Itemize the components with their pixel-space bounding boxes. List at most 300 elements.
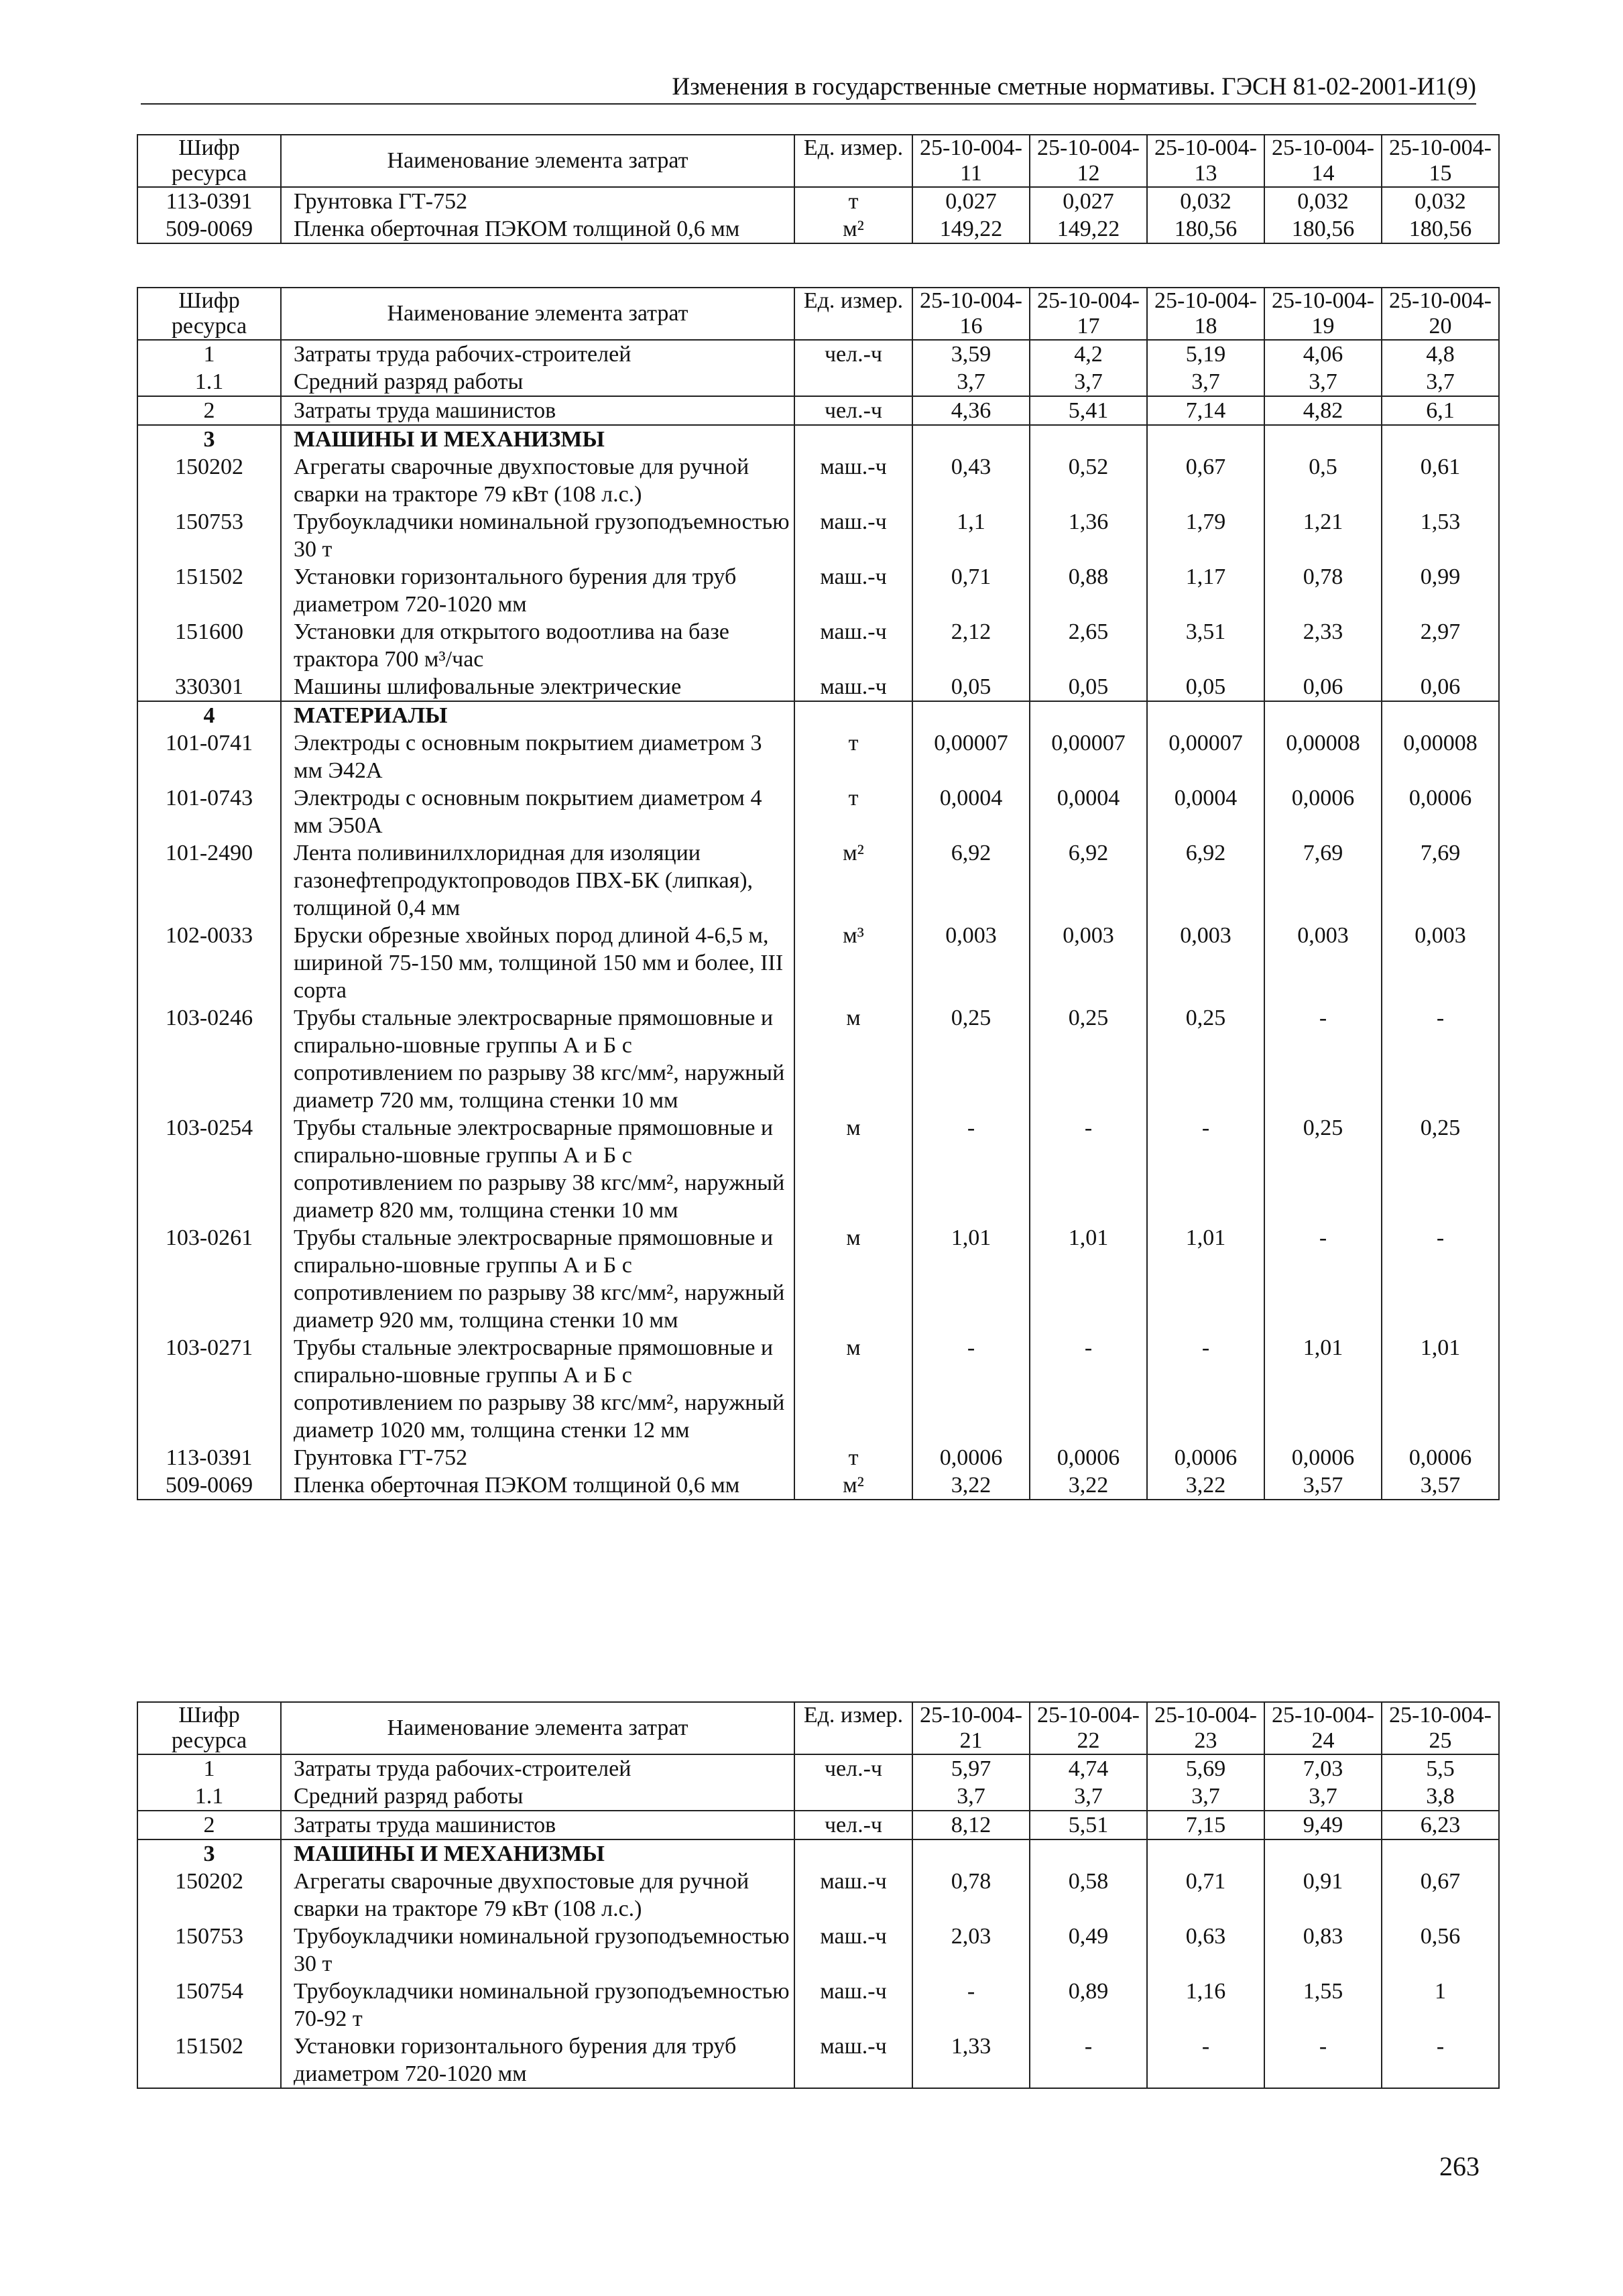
cost-element-name: Агрегаты сварочные двухпостовые для ручной сварки на тракторе 79 кВт (108 л.с.) xyxy=(281,1868,794,1923)
value-cell: 4,36 xyxy=(912,396,1030,425)
value-cell: 3,22 xyxy=(1147,1471,1264,1500)
value-cell: 3,8 xyxy=(1382,1783,1499,1811)
value-cell: 0,0006 xyxy=(1382,1444,1499,1471)
value-cell: 2,12 xyxy=(912,618,1030,673)
cost-table xyxy=(137,134,1500,244)
unit: маш.-ч xyxy=(794,673,912,701)
unit xyxy=(794,368,912,396)
value-cell: 6,1 xyxy=(1382,396,1499,425)
value-cell xyxy=(1382,701,1499,729)
value-cell: 0,0004 xyxy=(1030,784,1147,839)
value-cell: 3,7 xyxy=(1030,368,1147,396)
value-cell: 0,00008 xyxy=(1382,729,1499,784)
value-cell: 0,91 xyxy=(1264,1868,1382,1923)
value-cell: 0,71 xyxy=(1147,1868,1264,1923)
unit xyxy=(794,701,912,729)
unit: чел.-ч xyxy=(794,340,912,368)
cost-element-name: Трубы стальные электросварные прямошовные и спирально-шовные группы А и Б с сопротивлением по разрыву 38 кгс/мм², наружный диаметр 820 мм, толщина стенки 10 мм xyxy=(281,1114,794,1224)
header-norm-code: 25-10-004-24 xyxy=(1264,1702,1382,1754)
header-norm-code: 25-10-004-14 xyxy=(1264,135,1382,187)
resource-code: 1.1 xyxy=(137,368,281,396)
resource-code: 113-0391 xyxy=(137,1444,281,1471)
header-title: Изменения в государственные сметные нормативы. ГЭСН 81-02-2001-И1(9) xyxy=(672,73,1476,101)
cost-element-name: Трубы стальные электросварные прямошовные и спирально-шовные группы А и Б с сопротивлением по разрыву 38 кгс/мм², наружный диаметр 1020 мм, толщина стенки 12 мм xyxy=(281,1334,794,1444)
table-header-row xyxy=(137,135,1499,187)
value-cell: - xyxy=(1264,2033,1382,2088)
value-cell: 180,56 xyxy=(1264,215,1382,243)
table-row xyxy=(137,1923,1499,1978)
resource-code: 4 xyxy=(137,701,281,729)
resource-code: 103-0254 xyxy=(137,1114,281,1224)
header-unit: Ед. измер. xyxy=(794,1702,912,1754)
cost-element-name: Трубоукладчики номинальной грузоподъемностью 30 т xyxy=(281,508,794,563)
resource-code: 2 xyxy=(137,1811,281,1839)
resource-code: 1 xyxy=(137,340,281,368)
header-norm-code: 25-10-004-15 xyxy=(1382,135,1499,187)
value-cell xyxy=(1030,425,1147,453)
value-cell xyxy=(912,701,1030,729)
resource-code: 150753 xyxy=(137,1923,281,1978)
unit: маш.-ч xyxy=(794,2033,912,2088)
unit: маш.-ч xyxy=(794,618,912,673)
value-cell: 0,25 xyxy=(912,1004,1030,1114)
unit xyxy=(794,1839,912,1868)
value-cell: - xyxy=(1264,1224,1382,1334)
cost-element-name: Установки для открытого водоотлива на базе трактора 700 м³/час xyxy=(281,618,794,673)
table-row xyxy=(137,1754,1499,1783)
value-cell: 0,88 xyxy=(1030,563,1147,618)
table-row xyxy=(137,1004,1499,1114)
value-cell xyxy=(1264,425,1382,453)
resource-code: 150202 xyxy=(137,1868,281,1923)
header-norm-code: 25-10-004-12 xyxy=(1030,135,1147,187)
header-norm-code: 25-10-004-19 xyxy=(1264,288,1382,340)
table-row xyxy=(137,508,1499,563)
unit xyxy=(794,425,912,453)
resource-code: 150753 xyxy=(137,508,281,563)
section-row xyxy=(137,701,1499,729)
value-cell: 0,89 xyxy=(1030,1978,1147,2033)
value-cell: 0,83 xyxy=(1264,1923,1382,1978)
value-cell: 0,0004 xyxy=(1147,784,1264,839)
value-cell: 0,63 xyxy=(1147,1923,1264,1978)
value-cell: 0,05 xyxy=(1147,673,1264,701)
value-cell: 0,0006 xyxy=(1264,1444,1382,1471)
section-row xyxy=(137,425,1499,453)
value-cell: 0,0006 xyxy=(1264,784,1382,839)
header-norm-code: 25-10-004-16 xyxy=(912,288,1030,340)
resource-code: 2 xyxy=(137,396,281,425)
header-norm-code: 25-10-004-17 xyxy=(1030,288,1147,340)
value-cell: 0,027 xyxy=(1030,187,1147,215)
unit: т xyxy=(794,1444,912,1471)
cost-element-name: Трубы стальные электросварные прямошовные и спирально-шовные группы А и Б с сопротивлением по разрыву 38 кгс/мм², наружный диаметр 720 мм, толщина стенки 10 мм xyxy=(281,1004,794,1114)
value-cell: 0,25 xyxy=(1382,1114,1499,1224)
value-cell: 1,53 xyxy=(1382,508,1499,563)
unit: м² xyxy=(794,1471,912,1500)
value-cell: - xyxy=(912,1114,1030,1224)
table-row xyxy=(137,1444,1499,1471)
table-row xyxy=(137,1224,1499,1334)
value-cell: 1,55 xyxy=(1264,1978,1382,2033)
value-cell: 0,003 xyxy=(1030,922,1147,1004)
cost-element-name: Затраты труда рабочих-строителей xyxy=(281,340,794,368)
unit: маш.-ч xyxy=(794,453,912,508)
unit: м³ xyxy=(794,922,912,1004)
value-cell: 0,67 xyxy=(1147,453,1264,508)
value-cell: 8,12 xyxy=(912,1811,1030,1839)
value-cell: 5,5 xyxy=(1382,1754,1499,1783)
value-cell xyxy=(1382,425,1499,453)
resource-code: 150754 xyxy=(137,1978,281,2033)
header-norm-code: 25-10-004-25 xyxy=(1382,1702,1499,1754)
value-cell: 0,003 xyxy=(1264,922,1382,1004)
table-row xyxy=(137,368,1499,396)
unit: маш.-ч xyxy=(794,1923,912,1978)
table-row xyxy=(137,839,1499,922)
value-cell: 0,67 xyxy=(1382,1868,1499,1923)
table-row xyxy=(137,453,1499,508)
unit: маш.-ч xyxy=(794,563,912,618)
unit: чел.-ч xyxy=(794,1811,912,1839)
header-norm-code: 25-10-004-13 xyxy=(1147,135,1264,187)
table-row xyxy=(137,1783,1499,1811)
value-cell: 2,03 xyxy=(912,1923,1030,1978)
value-cell xyxy=(1147,1839,1264,1868)
resource-code: 330301 xyxy=(137,673,281,701)
cost-table xyxy=(137,1701,1500,2089)
header-norm-code: 25-10-004-11 xyxy=(912,135,1030,187)
value-cell: 3,7 xyxy=(912,1783,1030,1811)
header-norm-code: 25-10-004-21 xyxy=(912,1702,1030,1754)
resource-code: 150202 xyxy=(137,453,281,508)
resource-code: 151502 xyxy=(137,563,281,618)
table-row xyxy=(137,2033,1499,2088)
cost-element-name: Агрегаты сварочные двухпостовые для ручной сварки на тракторе 79 кВт (108 л.с.) xyxy=(281,453,794,508)
value-cell: 0,43 xyxy=(912,453,1030,508)
value-cell: 0,032 xyxy=(1147,187,1264,215)
value-cell: 0,032 xyxy=(1382,187,1499,215)
value-cell: 4,8 xyxy=(1382,340,1499,368)
table-row xyxy=(137,396,1499,425)
value-cell: 1,1 xyxy=(912,508,1030,563)
value-cell: 0,25 xyxy=(1264,1114,1382,1224)
value-cell: 0,00007 xyxy=(1147,729,1264,784)
value-cell: - xyxy=(1382,1004,1499,1114)
table-row xyxy=(137,1978,1499,2033)
table-row xyxy=(137,729,1499,784)
value-cell: 0,99 xyxy=(1382,563,1499,618)
value-cell xyxy=(1147,425,1264,453)
value-cell: 1,01 xyxy=(1264,1334,1382,1444)
value-cell: 0,0006 xyxy=(1382,784,1499,839)
value-cell: 4,06 xyxy=(1264,340,1382,368)
unit: м xyxy=(794,1334,912,1444)
value-cell: 0,05 xyxy=(912,673,1030,701)
value-cell: 5,97 xyxy=(912,1754,1030,1783)
value-cell xyxy=(1030,1839,1147,1868)
table-row xyxy=(137,215,1499,243)
value-cell xyxy=(912,1839,1030,1868)
page-number: 263 xyxy=(1439,2151,1480,2181)
table-row xyxy=(137,1811,1499,1839)
table-row xyxy=(137,1471,1499,1500)
value-cell: 0,027 xyxy=(912,187,1030,215)
value-cell: 3,57 xyxy=(1264,1471,1382,1500)
unit: м xyxy=(794,1224,912,1334)
unit: м xyxy=(794,1114,912,1224)
value-cell: 6,92 xyxy=(1147,839,1264,922)
value-cell: 149,22 xyxy=(1030,215,1147,243)
value-cell xyxy=(1382,1839,1499,1868)
value-cell: 0,56 xyxy=(1382,1923,1499,1978)
value-cell: 0,06 xyxy=(1382,673,1499,701)
resource-code: 102-0033 xyxy=(137,922,281,1004)
value-cell: 3,7 xyxy=(1147,1783,1264,1811)
value-cell: 1,17 xyxy=(1147,563,1264,618)
value-cell: 3,7 xyxy=(1264,1783,1382,1811)
value-cell: 3,22 xyxy=(1030,1471,1147,1500)
resource-code: 509-0069 xyxy=(137,215,281,243)
value-cell xyxy=(1030,701,1147,729)
value-cell: 0,78 xyxy=(912,1868,1030,1923)
cost-element-name: МАШИНЫ И МЕХАНИЗМЫ xyxy=(281,425,794,453)
header-norm-code: 25-10-004-22 xyxy=(1030,1702,1147,1754)
cost-element-name: Грунтовка ГТ-752 xyxy=(281,1444,794,1471)
unit: чел.-ч xyxy=(794,1754,912,1783)
value-cell: 1,01 xyxy=(912,1224,1030,1334)
value-cell xyxy=(912,425,1030,453)
table-row xyxy=(137,563,1499,618)
resource-code: 113-0391 xyxy=(137,187,281,215)
table-row xyxy=(137,922,1499,1004)
value-cell: 1,36 xyxy=(1030,508,1147,563)
value-cell: 3,51 xyxy=(1147,618,1264,673)
value-cell: 0,78 xyxy=(1264,563,1382,618)
unit: маш.-ч xyxy=(794,1978,912,2033)
cost-element-name: Электроды с основным покрытием диаметром 3 мм Э42А xyxy=(281,729,794,784)
table-row xyxy=(137,187,1499,215)
value-cell: 4,74 xyxy=(1030,1754,1147,1783)
value-cell: 4,2 xyxy=(1030,340,1147,368)
value-cell: 0,0006 xyxy=(1147,1444,1264,1471)
header-unit: Ед. измер. xyxy=(794,135,912,187)
table-row xyxy=(137,1114,1499,1224)
table-row xyxy=(137,1868,1499,1923)
value-cell: 1,21 xyxy=(1264,508,1382,563)
value-cell: - xyxy=(1030,1114,1147,1224)
header-norm-code: 25-10-004-20 xyxy=(1382,288,1499,340)
section-row xyxy=(137,1839,1499,1868)
resource-code: 1.1 xyxy=(137,1783,281,1811)
value-cell: 1,33 xyxy=(912,2033,1030,2088)
value-cell: 0,0006 xyxy=(912,1444,1030,1471)
value-cell: 0,00007 xyxy=(1030,729,1147,784)
value-cell: - xyxy=(1030,1334,1147,1444)
resource-code: 3 xyxy=(137,1839,281,1868)
table-header-row xyxy=(137,1702,1499,1754)
resource-code: 101-2490 xyxy=(137,839,281,922)
cost-element-name: Электроды с основным покрытием диаметром 4 мм Э50А xyxy=(281,784,794,839)
value-cell: 1,01 xyxy=(1147,1224,1264,1334)
value-cell: 7,69 xyxy=(1382,839,1499,922)
cost-element-name: Пленка оберточная ПЭКОМ толщиной 0,6 мм xyxy=(281,1471,794,1500)
unit: т xyxy=(794,784,912,839)
value-cell: 0,003 xyxy=(912,922,1030,1004)
value-cell: 3,22 xyxy=(912,1471,1030,1500)
value-cell: 3,7 xyxy=(1264,368,1382,396)
unit: м xyxy=(794,1004,912,1114)
header-code: Шифр ресурса xyxy=(137,288,281,340)
cost-element-name: Затраты труда рабочих-строителей xyxy=(281,1754,794,1783)
resource-code: 509-0069 xyxy=(137,1471,281,1500)
value-cell xyxy=(1264,701,1382,729)
resource-code: 3 xyxy=(137,425,281,453)
table-row xyxy=(137,340,1499,368)
value-cell: 3,7 xyxy=(1382,368,1499,396)
value-cell: 7,14 xyxy=(1147,396,1264,425)
value-cell: 0,52 xyxy=(1030,453,1147,508)
cost-element-name: Трубоукладчики номинальной грузоподъемностью 70-92 т xyxy=(281,1978,794,2033)
value-cell: 7,15 xyxy=(1147,1811,1264,1839)
value-cell: 1,79 xyxy=(1147,508,1264,563)
value-cell: 0,71 xyxy=(912,563,1030,618)
value-cell xyxy=(1147,701,1264,729)
value-cell: 2,97 xyxy=(1382,618,1499,673)
value-cell: - xyxy=(1147,1114,1264,1224)
value-cell: - xyxy=(1030,2033,1147,2088)
value-cell: 1,01 xyxy=(1030,1224,1147,1334)
resource-code: 1 xyxy=(137,1754,281,1783)
value-cell: 5,51 xyxy=(1030,1811,1147,1839)
unit: м² xyxy=(794,215,912,243)
cost-element-name: Трубоукладчики номинальной грузоподъемностью 30 т xyxy=(281,1923,794,1978)
resource-code: 103-0246 xyxy=(137,1004,281,1114)
resource-code: 103-0271 xyxy=(137,1334,281,1444)
value-cell: 1,01 xyxy=(1382,1334,1499,1444)
cost-element-name: МАШИНЫ И МЕХАНИЗМЫ xyxy=(281,1839,794,1868)
cost-element-name: Лента поливинилхлоридная для изоляции газонефтепродуктопроводов ПВХ-БК (липкая), толщиной 0,4 мм xyxy=(281,839,794,922)
page-header xyxy=(141,72,1476,105)
value-cell: 0,003 xyxy=(1147,922,1264,1004)
value-cell: 5,41 xyxy=(1030,396,1147,425)
unit: т xyxy=(794,187,912,215)
cost-table xyxy=(137,287,1500,1500)
value-cell: 3,7 xyxy=(912,368,1030,396)
value-cell: 0,00008 xyxy=(1264,729,1382,784)
value-cell: 6,92 xyxy=(1030,839,1147,922)
table-row xyxy=(137,673,1499,701)
value-cell: - xyxy=(1382,1224,1499,1334)
table-row xyxy=(137,784,1499,839)
cost-element-name: Установки горизонтального бурения для труб диаметром 720-1020 мм xyxy=(281,563,794,618)
value-cell: 149,22 xyxy=(912,215,1030,243)
value-cell: 3,59 xyxy=(912,340,1030,368)
value-cell: 0,61 xyxy=(1382,453,1499,508)
table-row xyxy=(137,618,1499,673)
cost-element-name: Затраты труда машинистов xyxy=(281,396,794,425)
value-cell: 0,032 xyxy=(1264,187,1382,215)
table-header-row xyxy=(137,288,1499,340)
value-cell: 7,69 xyxy=(1264,839,1382,922)
value-cell: 0,0004 xyxy=(912,784,1030,839)
cost-element-name: Машины шлифовальные электрические xyxy=(281,673,794,701)
value-cell: 3,57 xyxy=(1382,1471,1499,1500)
unit xyxy=(794,1783,912,1811)
value-cell: - xyxy=(1264,1004,1382,1114)
cost-element-name: Трубы стальные электросварные прямошовные и спирально-шовные группы А и Б с сопротивлением по разрыву 38 кгс/мм², наружный диаметр 920 мм, толщина стенки 10 мм xyxy=(281,1224,794,1334)
cost-element-name: Средний разряд работы xyxy=(281,368,794,396)
resource-code: 101-0741 xyxy=(137,729,281,784)
cost-element-name: Установки горизонтального бурения для труб диаметром 720-1020 мм xyxy=(281,2033,794,2088)
header-norm-code: 25-10-004-18 xyxy=(1147,288,1264,340)
resource-code: 151502 xyxy=(137,2033,281,2088)
value-cell: 3,7 xyxy=(1147,368,1264,396)
cost-element-name: Грунтовка ГТ-752 xyxy=(281,187,794,215)
table-row xyxy=(137,1334,1499,1444)
header-code: Шифр ресурса xyxy=(137,135,281,187)
cost-element-name: Бруски обрезные хвойных пород длиной 4-6,5 м, шириной 75-150 мм, толщиной 150 мм и более, III сорта xyxy=(281,922,794,1004)
value-cell: 9,49 xyxy=(1264,1811,1382,1839)
unit: т xyxy=(794,729,912,784)
header-norm-code: 25-10-004-23 xyxy=(1147,1702,1264,1754)
value-cell: - xyxy=(912,1978,1030,2033)
value-cell: 5,69 xyxy=(1147,1754,1264,1783)
cost-element-name: Пленка оберточная ПЭКОМ толщиной 0,6 мм xyxy=(281,215,794,243)
value-cell: 0,00007 xyxy=(912,729,1030,784)
unit: маш.-ч xyxy=(794,508,912,563)
value-cell xyxy=(1264,1839,1382,1868)
header-unit: Ед. измер. xyxy=(794,288,912,340)
resource-code: 151600 xyxy=(137,618,281,673)
header-name: Наименование элемента затрат xyxy=(281,1702,794,1754)
value-cell: - xyxy=(1147,2033,1264,2088)
header-name: Наименование элемента затрат xyxy=(281,288,794,340)
resource-code: 101-0743 xyxy=(137,784,281,839)
value-cell: 180,56 xyxy=(1382,215,1499,243)
unit: м² xyxy=(794,839,912,922)
unit: маш.-ч xyxy=(794,1868,912,1923)
value-cell: - xyxy=(1382,2033,1499,2088)
value-cell: 6,92 xyxy=(912,839,1030,922)
cost-element-name: МАТЕРИАЛЫ xyxy=(281,701,794,729)
header-code: Шифр ресурса xyxy=(137,1702,281,1754)
value-cell: 0,003 xyxy=(1382,922,1499,1004)
value-cell: 6,23 xyxy=(1382,1811,1499,1839)
cost-element-name: Средний разряд работы xyxy=(281,1783,794,1811)
header-name: Наименование элемента затрат xyxy=(281,135,794,187)
value-cell: 2,33 xyxy=(1264,618,1382,673)
value-cell: 0,06 xyxy=(1264,673,1382,701)
value-cell: 0,25 xyxy=(1147,1004,1264,1114)
value-cell: 180,56 xyxy=(1147,215,1264,243)
value-cell: 0,05 xyxy=(1030,673,1147,701)
value-cell: 0,25 xyxy=(1030,1004,1147,1114)
value-cell: - xyxy=(1147,1334,1264,1444)
value-cell: 0,58 xyxy=(1030,1868,1147,1923)
value-cell: 1 xyxy=(1382,1978,1499,2033)
value-cell: 1,16 xyxy=(1147,1978,1264,2033)
value-cell: 0,0006 xyxy=(1030,1444,1147,1471)
value-cell: 7,03 xyxy=(1264,1754,1382,1783)
resource-code: 103-0261 xyxy=(137,1224,281,1334)
value-cell: 4,82 xyxy=(1264,396,1382,425)
value-cell: 0,49 xyxy=(1030,1923,1147,1978)
value-cell: - xyxy=(912,1334,1030,1444)
value-cell: 5,19 xyxy=(1147,340,1264,368)
value-cell: 2,65 xyxy=(1030,618,1147,673)
value-cell: 3,7 xyxy=(1030,1783,1147,1811)
